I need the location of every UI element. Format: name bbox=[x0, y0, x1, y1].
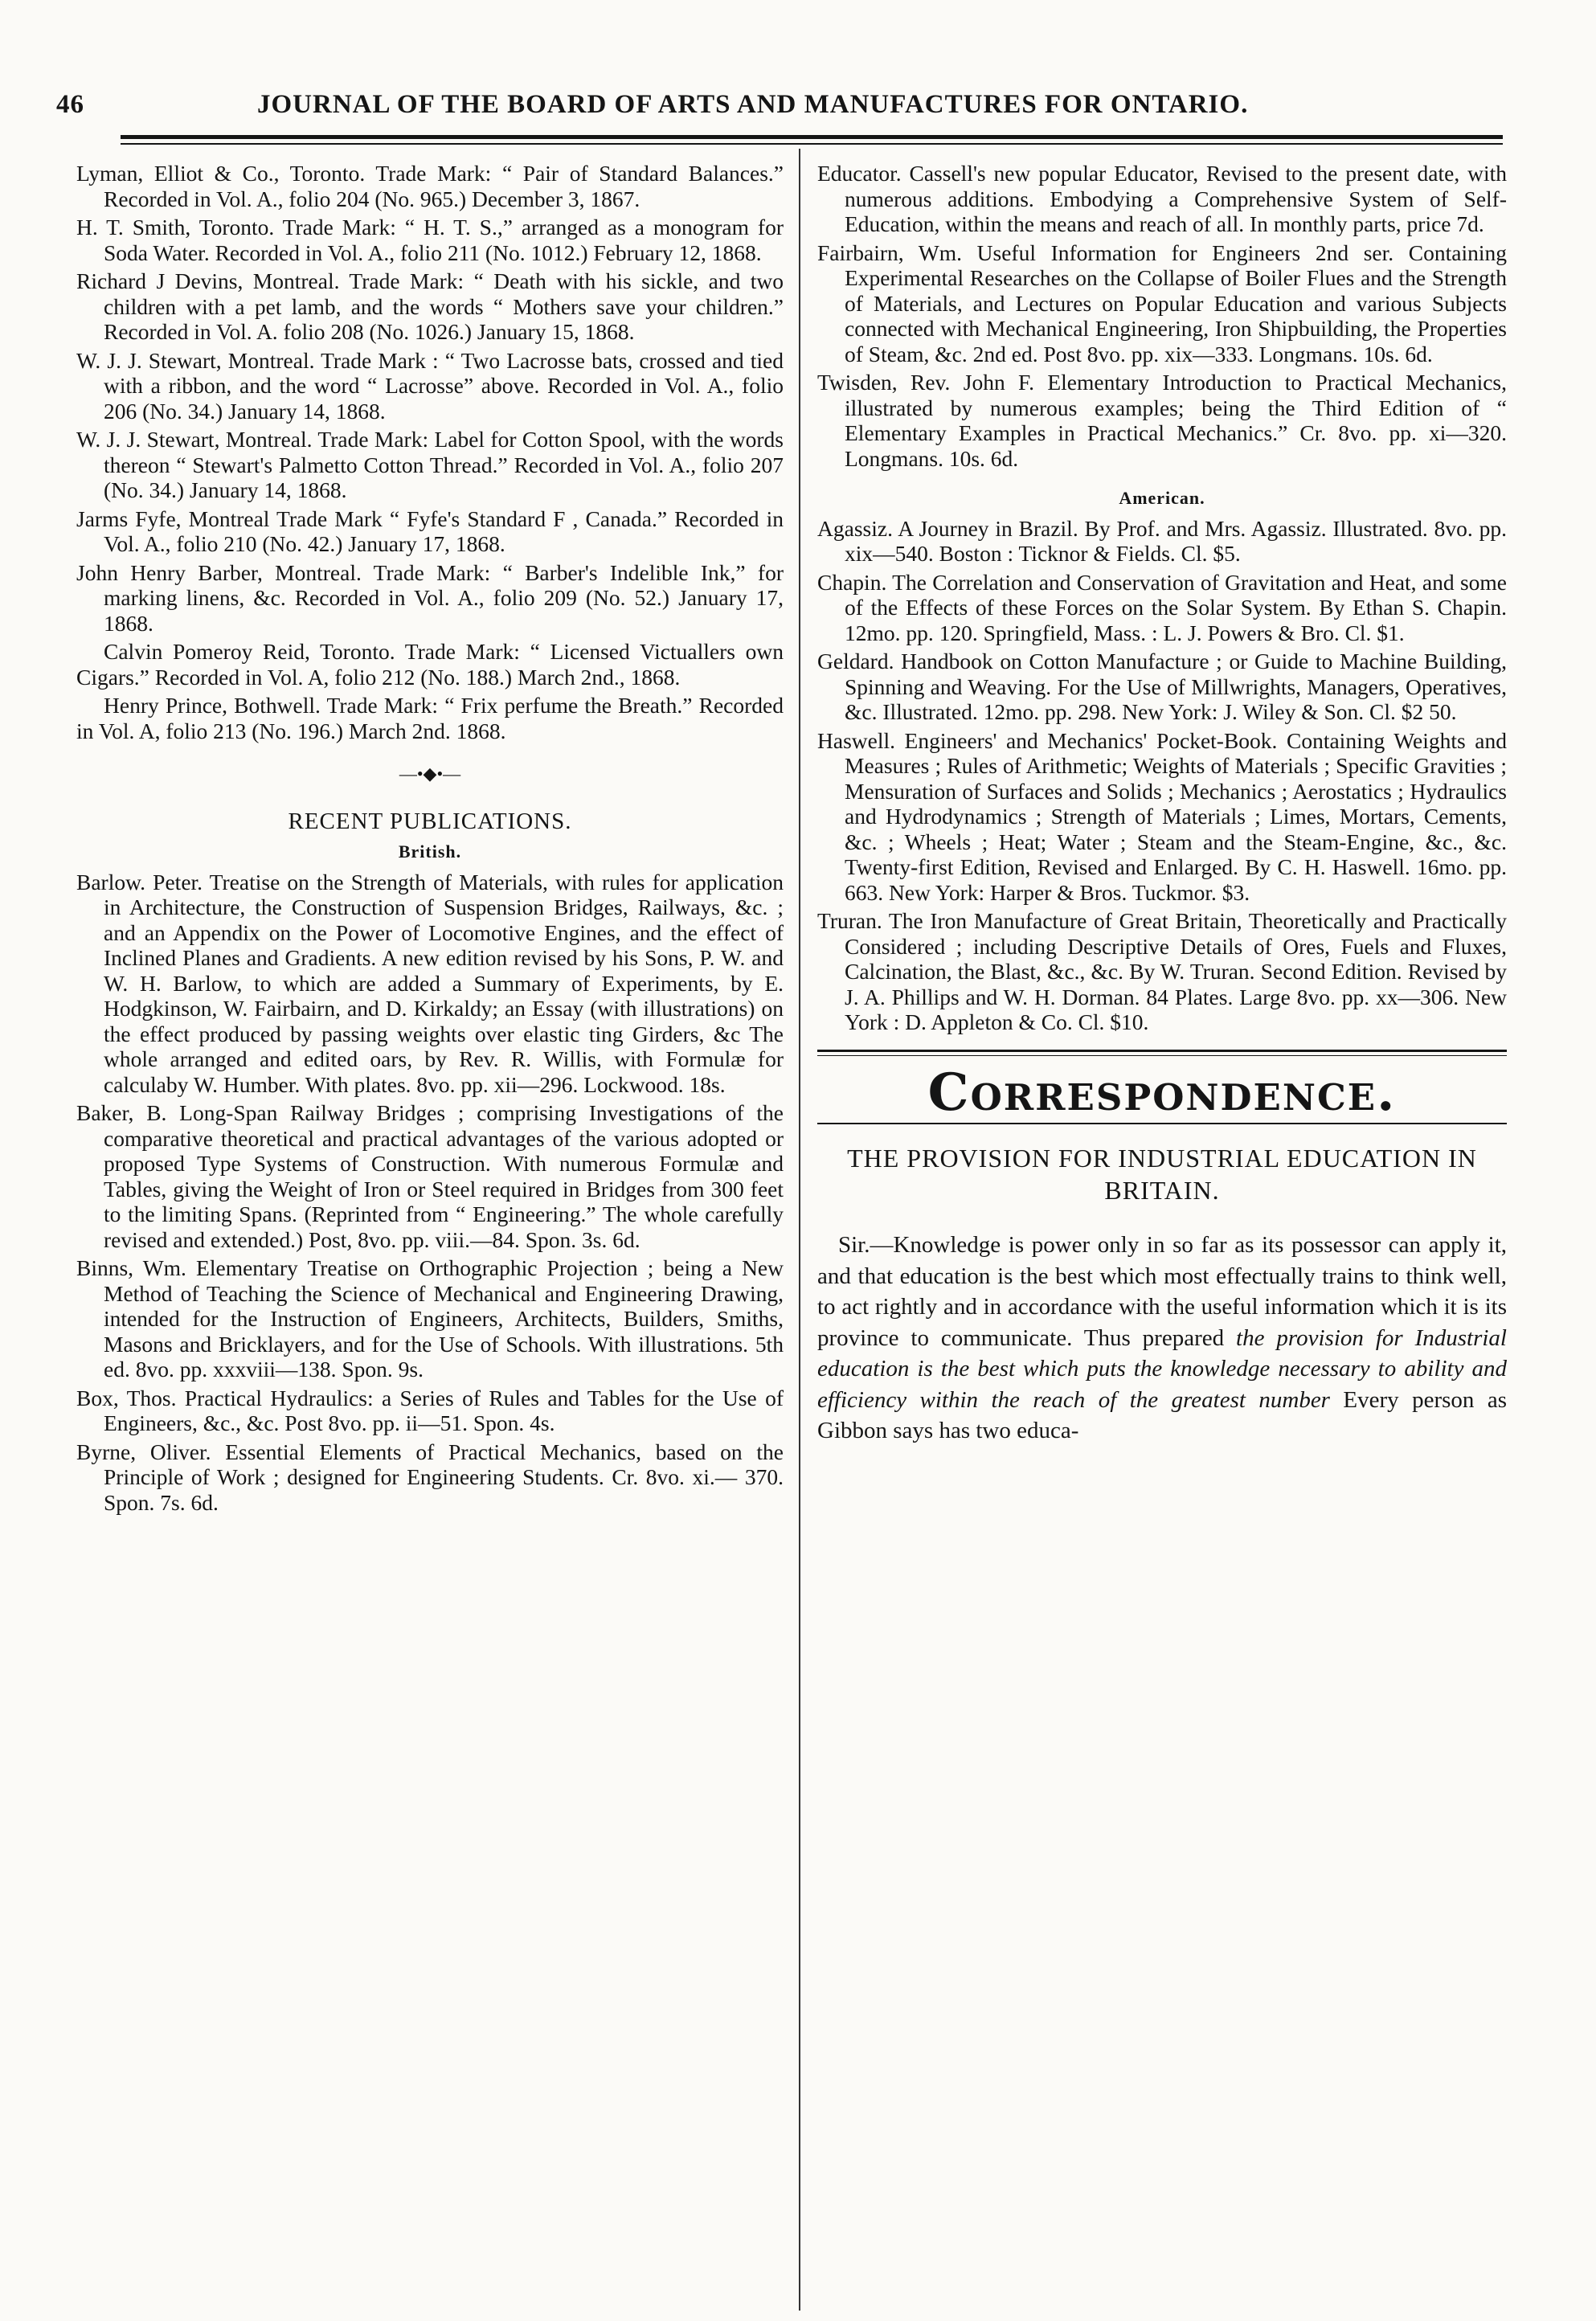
trademark-entry: H. T. Smith, Toronto. Trade Mark: “ H. T. S.,” arranged as a monogram for Soda Water. Recorded in Vol. A., folio 211 (No. 1012.) February 12, 1868. bbox=[76, 215, 784, 265]
publication-entry: Truran. The Iron Manufacture of Great Britain, Theoretically and Practically Considered ; including Descriptive Details of Ores, Fuels and Fluxes, Calcination, the Blast, &c., &c. By W. Truran. Second Edition. Revised by J. A. Phillips and W. H. Dorman. 84 Plates. Large 8vo. pp. xx—306. New York : D. Appleton & Co. Cl. $10. bbox=[817, 908, 1507, 1034]
article-body-start: Sir.—Knowledge is power only in so far as its possessor can apply it, and that education is the best which most effectually trains to think well, to act rightly and in accordance with the useful information which it is its province to communicate. Thus prepared bbox=[817, 1232, 1507, 1351]
trademark-entry: Lyman, Elliot & Co., Toronto. Trade Mark: “ Pair of Standard Balances.” Recorded in Vol. A., folio 204 (No. 965.) December 3, 1867. bbox=[76, 161, 784, 211]
publication-entry: Chapin. The Correlation and Conservation of Gravitation and Heat, and some of the Effects of these Forces on the Solar System. By Ethan S. Chapin. 12mo. pp. 120. Springfield, Mass. : L. J. Powers & Bro. Cl. $1. bbox=[817, 569, 1507, 645]
left-column bbox=[76, 161, 784, 1518]
header-rule-thick bbox=[121, 135, 1503, 139]
publication-entry: Haswell. Engineers' and Mechanics' Pocket-Book. Containing Weights and Measures ; Rules of Arithmetic; Weights of Materials ; Specific Gravities ; Mensuration of Surfaces and Solids ; Mechanics ; Aerostatics ; Hydraulics and Hydrodynamics ; Strength of Materials ; Limes, Mortars, Cements, &c. ; Wheels ; Heat; Water ; Steam and the Steam-Engine, &c., &c. Twenty-first Edition, Revised and Enlarged. By C. H. Haswell. 16mo. pp. 663. New York: Harper & Bros. Tuckmor. $3. bbox=[817, 727, 1507, 905]
article-title: THE PROVISION FOR INDUSTRIAL EDUCATION IN BRITAIN. bbox=[847, 1144, 1477, 1205]
section-ornament: —•◆•— bbox=[399, 763, 461, 784]
heading-rule bbox=[817, 1123, 1507, 1124]
correspondence-heading: Correspondence. bbox=[927, 1062, 1397, 1123]
trademark-entry: Jarms Fyfe, Montreal Trade Mark “ Fyfe's Standard F , Canada.” Recorded in Vol. A., folio 210 (No. 42.) January 17, 1868. bbox=[76, 506, 784, 556]
publication-entry: Barlow. Peter. Treatise on the Strength of Materials, with rules for application in Architecture, the Construction of Suspension Bridges, Railways, &c. ; and an Appendix on the Power of Locomotive Engines, and the effect of Inclined Planes and Gradients. A new edition revised by his Sons, P. W. and W. H. Barlow, to which are added a Summary of Experiments, by E. Hodgkinson, W. Fairbairn, and D. Kirkaldy; an Essay (with illustrations) on the effect produced by passing weights over elastic ting Girders, &c The whole arranged and edited oars, by Rev. R. Willis, with Formulæ for calculaby W. Humber. With plates. 8vo. pp. xii—296. Lockwood. 18s. bbox=[76, 869, 784, 1097]
recent-publications-title: RECENT PUBLICATIONS. bbox=[288, 808, 572, 834]
trademark-entry: W. J. J. Stewart, Montreal. Trade Mark: Label for Cotton Spool, with the words thereon “ Stewart's Palmetto Cotton Thread.” Recorded in Vol. A., folio 207 (No. 34.) January 14, 1868. bbox=[76, 427, 784, 502]
publication-entry: Twisden, Rev. John F. Elementary Introduction to Practical Mechanics, illustrated by numerous examples; being the Third Edition of “ Elementary Examples in Practical Mechanics.” Cr. 8vo. pp. xi—320. Longmans. 10s. 6d. bbox=[817, 370, 1507, 471]
publication-entry: Educator. Cassell's new popular Educator, Revised to the present date, with numerous additions. Embodying a Comprehensive System of Self-Education, within the means and reach of all. In monthly parts, price 7d. bbox=[817, 161, 1507, 236]
american-heading: American. bbox=[1119, 488, 1205, 508]
journal-title: JOURNAL OF THE BOARD OF ARTS AND MANUFACTURES FOR ONTARIO. bbox=[257, 90, 1249, 119]
page-header bbox=[56, 90, 1503, 130]
publication-entry: Agassiz. A Journey in Brazil. By Prof. and Mrs. Agassiz. Illustrated. 8vo. pp. xix—540. Boston : Ticknor & Fields. Cl. $5. bbox=[817, 515, 1507, 566]
publication-entry: Box, Thos. Practical Hydraulics: a Series of Rules and Tables for the Use of Engineers, &c., &c. Post 8vo. pp. ii—51. Spon. 4s. bbox=[76, 1385, 784, 1435]
article-body-end: Every person as Gibbon says has two educa- bbox=[817, 1386, 1508, 1443]
publication-entry: Geldard. Handbook on Cotton Manufacture ; or Guide to Machine Building, Spinning and Weaving. For the Use of Millwrights, Managers, Operatives, &c. Illustrated. 12mo. pp. 298. New York: J. Wiley & Son. Cl. $2 50. bbox=[817, 649, 1507, 724]
section-rule bbox=[817, 1050, 1507, 1056]
trademark-entry: John Henry Barber, Montreal. Trade Mark: “ Barber's Indelible Ink,” for marking linens, &c. Recorded in Vol. A., folio 209 (No. 52.) January 17, 1868. bbox=[76, 559, 784, 636]
publication-entry: Baker, B. Long-Span Railway Bridges ; comprising Investigations of the comparative theoretical and practical advantages of the various adopted or proposed Type Systems of Construction. With numerous Formulæ and Tables, giving the Weight of Iron or Steel required in Bridges from 300 feet to the limiting Spans. (Reprinted from “ Engineering.” The whole carefully revised and extended.) Post, 8vo. pp. viii.—84. Spon. 3s. 6d. bbox=[76, 1100, 784, 1252]
page-number: 46 bbox=[56, 90, 84, 119]
article-body bbox=[817, 1230, 1507, 1447]
trademark-entry: Richard J Devins, Montreal. Trade Mark: “ Death with his sickle, and two children with a pet lamb, and the words “ Mothers save your children.” Recorded in Vol. A. folio 208 (No. 1026.) January 15, 1868. bbox=[76, 268, 784, 344]
article-body-italic: the provision for Industrial education is the best which puts the knowledge necessary to ability and efficiency within the reach of the greatest number bbox=[817, 1324, 1507, 1413]
trademark-entry: W. J. J. Stewart, Montreal. Trade Mark : “ Two Lacrosse bats, crossed and tied with a ribbon, and the word “ Lacrosse” above. Recorded in Vol. A., folio 206 (No. 34.) January 14, 1868. bbox=[76, 347, 784, 424]
header-rule-thin bbox=[121, 143, 1503, 145]
trademark-entry: Henry Prince, Bothwell. Trade Mark: “ Frix perfume the Breath.” Recorded in Vol. A, folio 213 (No. 196.) March 2nd. 1868. bbox=[76, 693, 784, 743]
column-divider bbox=[799, 149, 800, 2311]
right-column bbox=[817, 161, 1507, 1470]
publication-entry: Binns, Wm. Elementary Treatise on Orthographic Projection ; being a New Method of Teaching the Science of Mechanical and Engineering Drawing, intended for the Instruction of Engineers, Architects, Builders, Smiths, Masons and Bricklayers, and for the Use of Schools. With illustrations. 5th ed. 8vo. pp. xxxviii—138. Spon. 9s. bbox=[76, 1255, 784, 1382]
publication-entry: Byrne, Oliver. Essential Elements of Practical Mechanics, based on the Principle of Work ; designed for Engineering Students. Cr. 8vo. xi.— 370. Spon. 7s. 6d. bbox=[76, 1439, 784, 1515]
trademark-entry: Calvin Pomeroy Reid, Toronto. Trade Mark: “ Licensed Victuallers own Cigars.” Recorded in Vol. A, folio 212 (No. 188.) March 2nd., 1868. bbox=[76, 639, 784, 690]
publication-entry: Fairbairn, Wm. Useful Information for Engineers 2nd ser. Containing Experimental Researches on the Collapse of Boiler Flues and the Strength of Materials, and Lectures on Popular Education and various Subjects connected with Mechanical Engineering, Iron Shipbuilding, the Properties of Steam, &c. 2nd ed. Post 8vo. pp. xix—333. Longmans. 10s. 6d. bbox=[817, 239, 1507, 366]
british-heading: British. bbox=[398, 841, 462, 862]
